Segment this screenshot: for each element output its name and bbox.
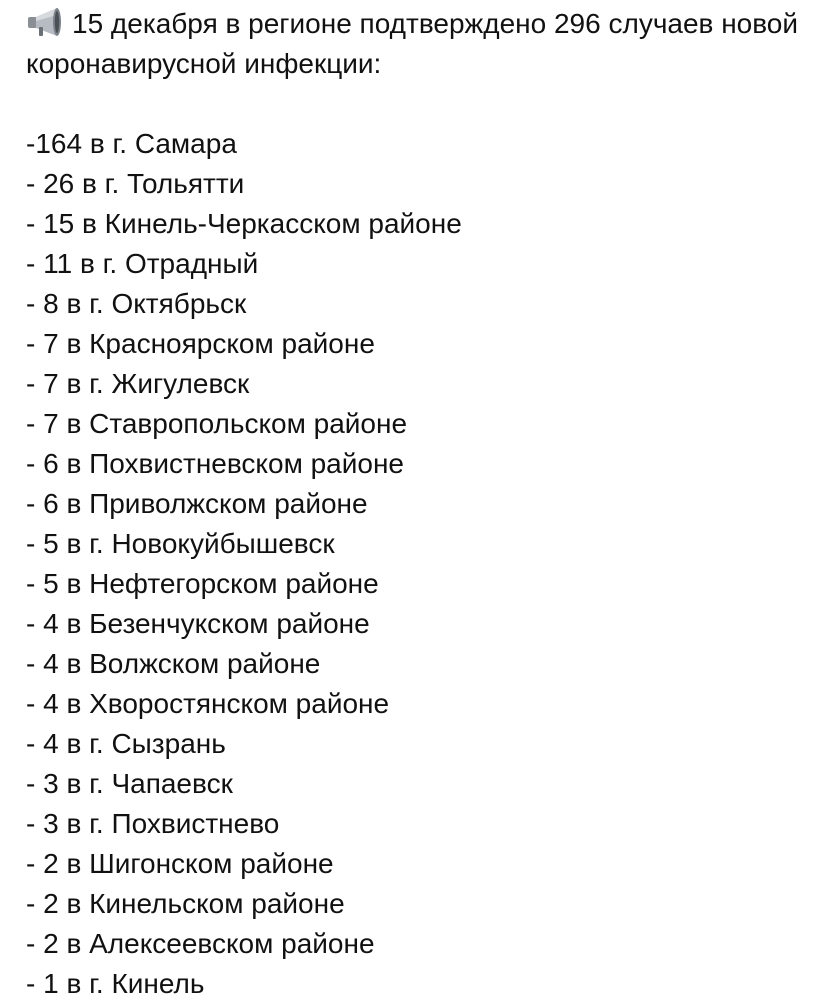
message-text bbox=[26, 4, 816, 1004]
list-item: - 6 в Приволжском районе bbox=[26, 488, 368, 519]
list-item: - 15 в Кинель-Черкасском районе bbox=[26, 208, 462, 239]
list-item: - 6 в Похвистневском районе bbox=[26, 448, 404, 479]
list-item: - 11 в г. Отрадный bbox=[26, 248, 259, 279]
list-item: - 4 в Волжском районе bbox=[26, 648, 321, 679]
list-item: - 4 в г. Сызрань bbox=[26, 728, 226, 759]
list-item: - 2 в Шигонском районе bbox=[26, 848, 334, 879]
case-list bbox=[26, 124, 816, 1004]
megaphone-icon bbox=[26, 6, 66, 38]
list-item: - 7 в Красноярском районе bbox=[26, 328, 375, 359]
list-item: - 7 в г. Жигулевск bbox=[26, 368, 250, 399]
list-item: - 5 в г. Новокуйбышевск bbox=[26, 528, 335, 559]
list-item: - 5 в Нефтегорском районе bbox=[26, 568, 379, 599]
list-item: - 2 в Кинельском районе bbox=[26, 888, 345, 919]
message-headline bbox=[26, 4, 816, 84]
list-item: - 2 в Алексеевском районе bbox=[26, 928, 375, 959]
list-item: - 26 в г. Тольятти bbox=[26, 168, 245, 199]
headline-text: 15 декабря в регионе подтверждено 296 случаев новой коронавирусной инфекции: bbox=[26, 8, 799, 79]
list-item: - 4 в Безенчукском районе bbox=[26, 608, 370, 639]
list-item: - 8 в г. Октябрьск bbox=[26, 288, 247, 319]
list-item: -164 в г. Самара bbox=[26, 128, 237, 159]
paragraph-gap bbox=[26, 84, 816, 124]
list-item: - 3 в г. Чапаевск bbox=[26, 768, 233, 799]
list-item: - 3 в г. Похвистнево bbox=[26, 808, 280, 839]
list-item: - 1 в г. Кинель bbox=[26, 968, 205, 999]
list-item: - 7 в Ставропольском районе bbox=[26, 408, 408, 439]
list-item: - 4 в Хворостянском районе bbox=[26, 688, 390, 719]
